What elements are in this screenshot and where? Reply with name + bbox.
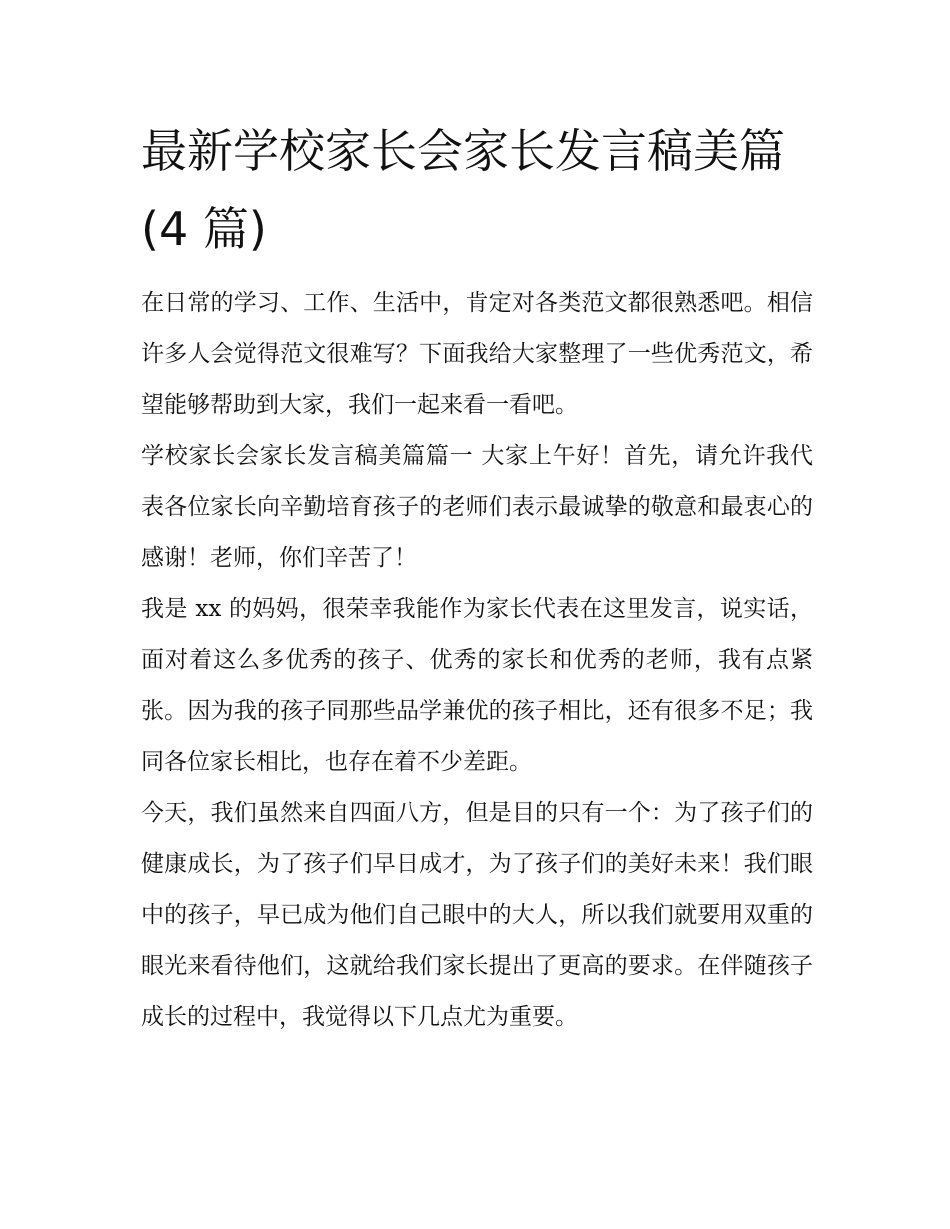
paragraph-greeting: 学校家长会家长发言稿美篇篇一 大家上午好！首先，请允许我代表各位家长向辛勤培育孩子的老师们表示最诚挚的敬意和最衷心的感谢！老师，你们辛苦了！ <box>141 443 813 571</box>
document-content <box>141 112 813 1043</box>
document-body <box>141 278 813 1043</box>
paragraph-intro: 在日常的学习、工作、生活中，肯定对各类范文都很熟悉吧。相信许多人会觉得范文很难写？下面我给大家整理了一些优秀范文，希望能够帮助到大家，我们一起来看一看吧。 <box>141 290 813 418</box>
document-title: 最新学校家长会家长发言稿美篇(4 篇) <box>141 124 785 256</box>
paragraph-self-introduction: 我是 xx 的妈妈，很荣幸我能作为家长代表在这里发言，说实话，面对着这么多优秀的孩子、优秀的家长和优秀的老师，我有点紧张。因为我的孩子同那些品学兼优的孩子相比，还有很多不足；我同各位家长相比，也存在着不少差距。 <box>141 596 813 775</box>
paragraph-purpose: 今天，我们虽然来自四面八方，但是目的只有一个：为了孩子们的健康成长，为了孩子们早日成才，为了孩子们的美好未来！我们眼中的孩子，早已成为他们自己眼中的大人，所以我们就要用双重的眼光来看待他们，这就给我们家长提出了更高的要求。在伴随孩子成长的过程中，我觉得以下几点尤为重要。 <box>141 800 813 1030</box>
